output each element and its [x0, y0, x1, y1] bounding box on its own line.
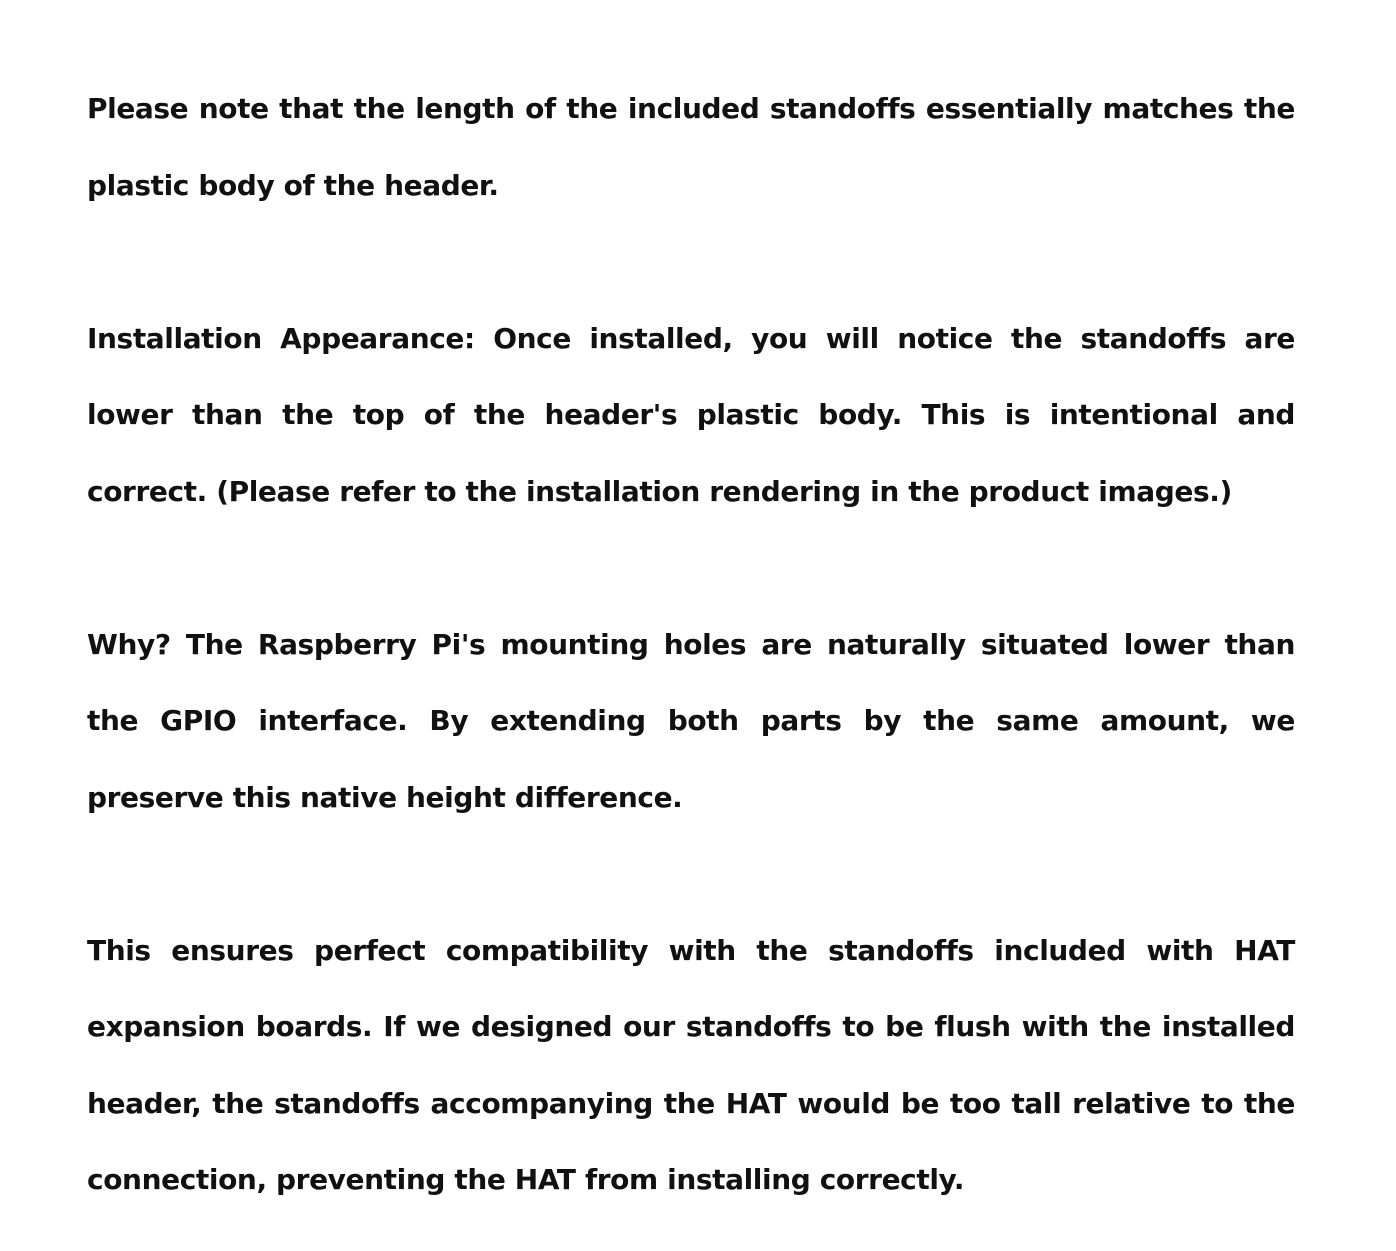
paragraph-installation-appearance: Installation Appearance: Once installed, you will notice the standoffs are lower than the top of the header's plastic body. This is intentional and correct. (Please refer to the installation rendering in the product images.) — [87, 321, 1295, 508]
document-body — [87, 71, 1295, 1219]
paragraph-hat-compatibility: This ensures perfect compatibility with the standoffs included with HAT expansion boards. If we designed our standoffs to be flush with the installed header, the standoffs accompanying the HAT would be too tall relative to the connection, preventing the HAT from installing correctly. — [87, 933, 1295, 1196]
paragraph-standoff-length: Please note that the length of the included standoffs essentially matches the plastic body of the header. — [87, 92, 1295, 202]
paragraph-why-explanation: Why? The Raspberry Pi's mounting holes are naturally situated lower than the GPIO interface. By extending both parts by the same amount, we preserve this native height difference. — [87, 627, 1295, 814]
